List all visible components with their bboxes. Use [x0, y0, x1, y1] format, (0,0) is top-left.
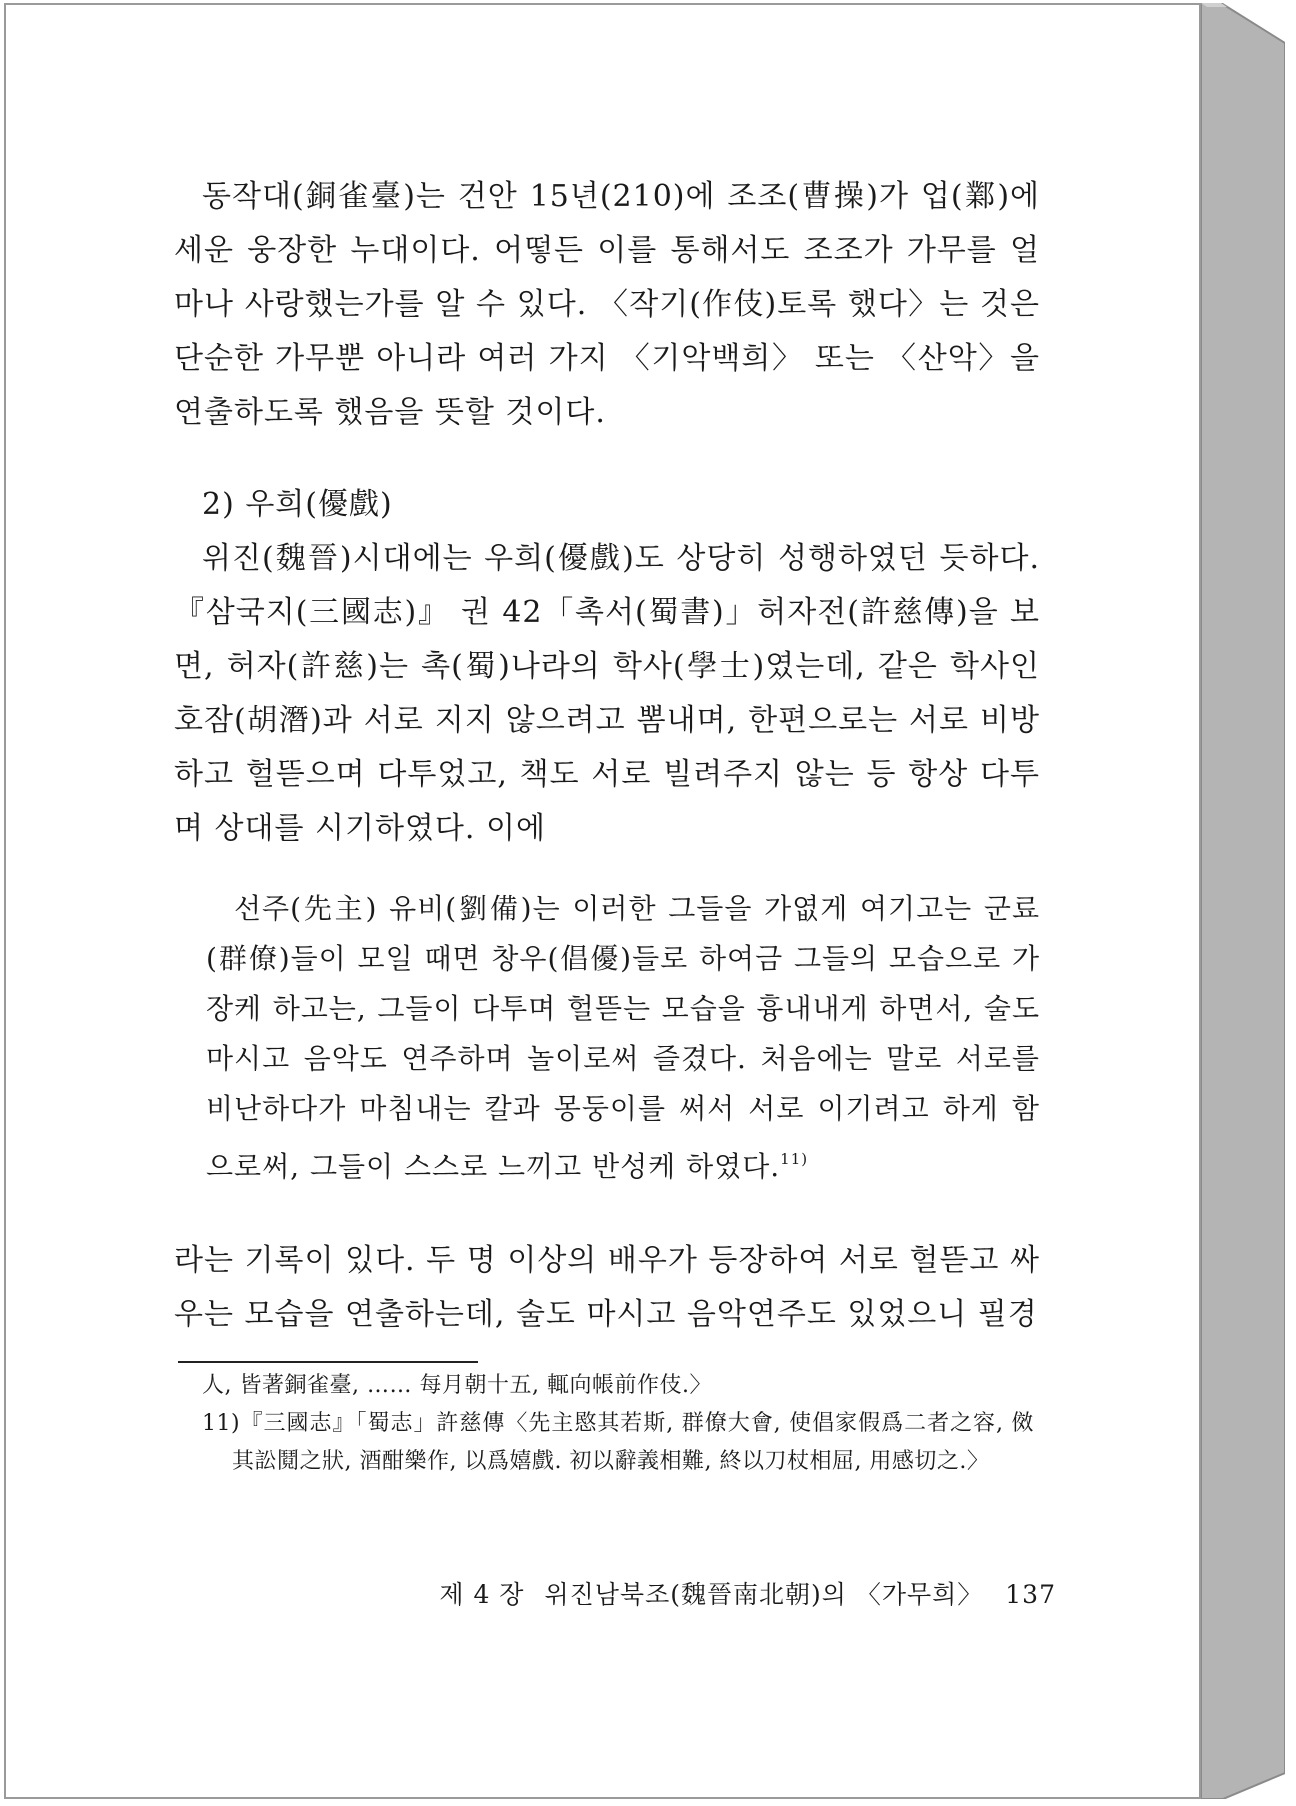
chapter-label: 제 4 장: [439, 1580, 525, 1609]
footnote-divider: [178, 1361, 478, 1363]
block-quote-text: 선주(先主) 유비(劉備)는 이러한 그들을 가엾게 여기고는 군료(群僚)들이 모일 때면 창우(倡優)들로 하여금 그들의 모습으로 가장케 하고는, 그들이 다투며 헐뜯는 모습을 흉내내게 하면서, 술도 마시고 음악도 연주하며 놀이로써 즐겼다. 처음에는 말로 서로를 비난하다가 마침내는 칼과 몽둥이를 써서 서로 이기려고 하게 함으로써, 그들이 스스로 느끼고 반성케 하였다.: [206, 892, 1040, 1183]
page-number: 137: [1005, 1580, 1056, 1609]
footnote-11: 11)『三國志』「蜀志」許慈傳〈先主愍其若斯, 群僚大會, 使倡家假爲二者之容, 傚其訟鬩之狀, 酒酣樂作, 以爲嬉戲. 初以辭義相難, 終以刀杖相屈, 用感切之.〉: [202, 1411, 1034, 1474]
body-text: [174, 170, 1040, 1342]
running-footer: [416, 1575, 1056, 1615]
book-edge: [1201, 3, 1285, 1799]
block-quote: [206, 884, 1040, 1192]
paragraph-3: 라는 기록이 있다. 두 명 이상의 배우가 등장하여 서로 헐뜯고 싸우는 모습을 연출하는데, 술도 마시고 음악연주도 있었으니 필경: [174, 1243, 1040, 1332]
book-page: [4, 3, 1201, 1799]
footnotes: [202, 1367, 1034, 1481]
footnote-continuation: 人, 皆著銅雀臺, …… 每月朝十五, 輒向帳前作伎.〉: [202, 1373, 712, 1398]
paragraph-2: 위진(魏晉)시대에는 우희(優戲)도 상당히 성행하였던 듯하다. 『삼국지(三國志)』 권 42「촉서(蜀書)」허자전(許慈傳)을 보면, 허자(許慈)는 촉(蜀)나라의 학사(學士)였는데, 같은 학사인 호잠(胡潛)과 서로 지지 않으려고 뽐내며, 한편으로는 서로 비방하고 헐뜯으며 다투었고, 책도 서로 빌려주지 않는 등 항상 다투며 상대를 시기하였다. 이에: [174, 541, 1040, 846]
paragraph-1: 동작대(銅雀臺)는 건안 15년(210)에 조조(曹操)가 업(鄴)에 세운 웅장한 누대이다. 어떻든 이를 통해서도 조조가 가무를 얼마나 사랑했는가를 알 수 있다. 〈작기(作伎)토록 했다〉는 것은 단순한 가무뿐 아니라 여러 가지 〈기악백희〉 또는 〈산악〉을 연출하도록 했음을 뜻할 것이다.: [174, 179, 1040, 430]
footnote-ref-11[interactable]: 11): [780, 1150, 809, 1168]
section-heading: 2) 우희(優戲): [202, 487, 393, 522]
chapter-title: 위진남북조(魏晉南北朝)의 〈가무희〉: [544, 1580, 984, 1609]
